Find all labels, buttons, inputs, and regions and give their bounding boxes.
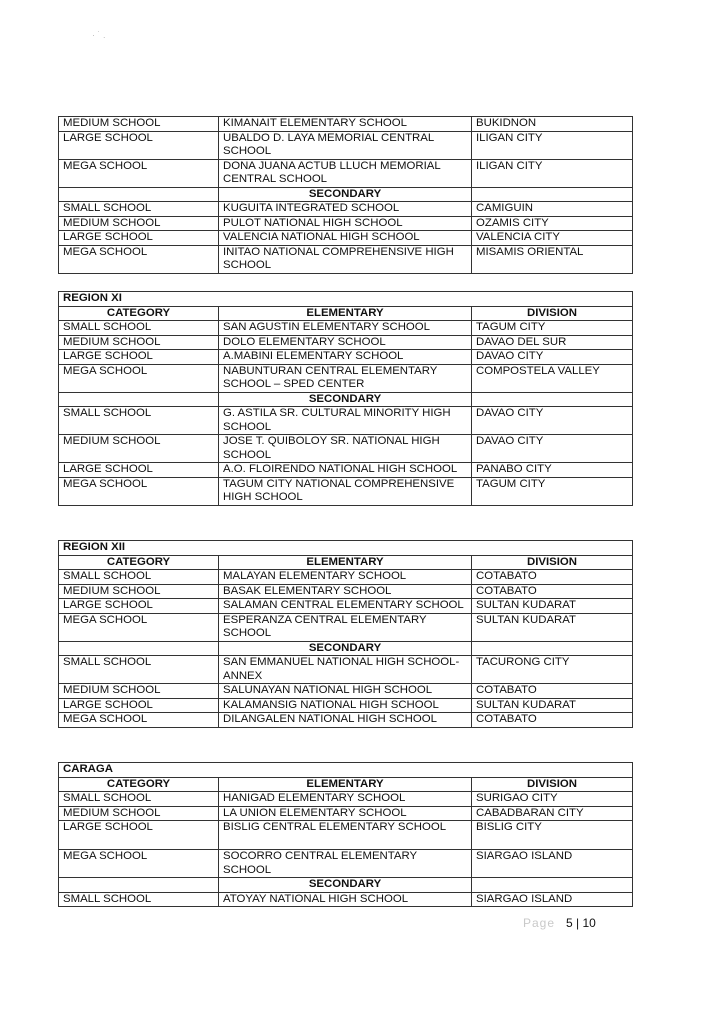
division-cell: OZAMIS CITY (472, 216, 633, 231)
category-cell: MEGA SCHOOL (59, 245, 219, 273)
division-cell: COTABATO (472, 570, 633, 585)
secondary-header-row (59, 187, 633, 202)
category-cell: MEGA SCHOOL (59, 364, 219, 392)
table-body (59, 117, 633, 274)
category-cell: SMALL SCHOOL (59, 792, 219, 807)
division-cell: SULTAN KUDARAT (472, 698, 633, 713)
category-cell: MEGA SCHOOL (59, 850, 219, 878)
table-row (59, 131, 633, 159)
division-cell: COTABATO (472, 684, 633, 699)
school-name-cell: UBALDO D. LAYA MEMORIAL CENTRAL SCHOOL (219, 131, 472, 159)
category-cell: SMALL SCHOOL (59, 202, 219, 217)
division-cell: COTABATO (472, 713, 633, 728)
division-cell: ILIGAN CITY (472, 131, 633, 159)
table-caraga (58, 762, 633, 907)
division-cell: SULTAN KUDARAT (472, 613, 633, 641)
table-row (59, 850, 633, 878)
category-cell: MEDIUM SCHOOL (59, 584, 219, 599)
school-name-cell: A.O. FLOIRENDO NATIONAL HIGH SCHOOL (219, 463, 472, 478)
header-elementary: ELEMENTARY (219, 555, 472, 570)
school-name-cell: SAN AGUSTIN ELEMENTARY SCHOOL (219, 321, 472, 336)
division-cell: BUKIDNON (472, 117, 633, 132)
table-row (59, 792, 633, 807)
table-row (59, 321, 633, 336)
table-row (59, 350, 633, 365)
region-row (59, 541, 633, 556)
table-row (59, 892, 633, 907)
secondary-label: SECONDARY (219, 392, 472, 407)
table-row (59, 684, 633, 699)
table-row (59, 599, 633, 614)
header-division: DIVISION (472, 777, 633, 792)
category-cell: LARGE SCHOOL (59, 231, 219, 246)
category-cell: SMALL SCHOOL (59, 321, 219, 336)
category-cell: MEDIUM SCHOOL (59, 216, 219, 231)
region-title: REGION XI (59, 292, 633, 307)
division-cell: BISLIG CITY (472, 821, 633, 850)
division-cell: DAVAO DEL SUR (472, 335, 633, 350)
category-cell: MEGA SCHOOL (59, 613, 219, 641)
category-cell: MEDIUM SCHOOL (59, 435, 219, 463)
school-name-cell: DILANGALEN NATIONAL HIGH SCHOOL (219, 713, 472, 728)
header-row (59, 777, 633, 792)
header-row (59, 306, 633, 321)
school-name-cell: DONA JUANA ACTUB LLUCH MEMORIAL CENTRAL SCHOOL (219, 159, 472, 187)
category-cell: MEDIUM SCHOOL (59, 806, 219, 821)
category-cell: MEGA SCHOOL (59, 159, 219, 187)
header-elementary: ELEMENTARY (219, 306, 472, 321)
category-cell: LARGE SCHOOL (59, 463, 219, 478)
category-cell: SMALL SCHOOL (59, 570, 219, 585)
division-cell: DAVAO CITY (472, 407, 633, 435)
region-row (59, 292, 633, 307)
table-row (59, 570, 633, 585)
school-name-cell: A.MABINI ELEMENTARY SCHOOL (219, 350, 472, 365)
school-name-cell: SAN EMMANUEL NATIONAL HIGH SCHOOL-ANNEX (219, 656, 472, 684)
secondary-label: SECONDARY (219, 878, 472, 893)
table-region-x-continued (58, 116, 633, 274)
table-row (59, 335, 633, 350)
division-cell: COTABATO (472, 584, 633, 599)
category-cell: SMALL SCHOOL (59, 892, 219, 907)
school-name-cell: BISLIG CENTRAL ELEMENTARY SCHOOL (219, 821, 472, 850)
category-cell: LARGE SCHOOL (59, 131, 219, 159)
secondary-header-row (59, 641, 633, 656)
school-name-cell: KALAMANSIG NATIONAL HIGH SCHOOL (219, 698, 472, 713)
table-row (59, 216, 633, 231)
category-cell: LARGE SCHOOL (59, 350, 219, 365)
school-name-cell: HANIGAD ELEMENTARY SCHOOL (219, 792, 472, 807)
table-row (59, 463, 633, 478)
table-body (59, 292, 633, 506)
category-cell: LARGE SCHOOL (59, 698, 219, 713)
blank-cell (59, 187, 219, 202)
table-row (59, 806, 633, 821)
table-row (59, 821, 633, 850)
school-name-cell: KUGUITA INTEGRATED SCHOOL (219, 202, 472, 217)
table-row (59, 435, 633, 463)
school-name-cell: SOCORRO CENTRAL ELEMENTARY SCHOOL (219, 850, 472, 878)
blank-cell (59, 641, 219, 656)
blank-cell (472, 641, 633, 656)
division-cell: CAMIGUIN (472, 202, 633, 217)
page-number-value: 5 | 10 (566, 916, 596, 930)
region-title: REGION XII (59, 541, 633, 556)
division-cell: TAGUM CITY (472, 477, 633, 505)
school-name-cell: SALUNAYAN NATIONAL HIGH SCHOOL (219, 684, 472, 699)
table-row (59, 477, 633, 505)
division-cell: PANABO CITY (472, 463, 633, 478)
division-cell: DAVAO CITY (472, 350, 633, 365)
table-row (59, 698, 633, 713)
category-cell: LARGE SCHOOL (59, 821, 219, 850)
division-cell: SULTAN KUDARAT (472, 599, 633, 614)
table-row (59, 202, 633, 217)
division-cell: SURIGAO CITY (472, 792, 633, 807)
school-name-cell: SALAMAN CENTRAL ELEMENTARY SCHOOL (219, 599, 472, 614)
division-cell: ILIGAN CITY (472, 159, 633, 187)
blank-cell (59, 878, 219, 893)
header-category: CATEGORY (59, 306, 219, 321)
school-name-cell: ATOYAY NATIONAL HIGH SCHOOL (219, 892, 472, 907)
division-cell: TAGUM CITY (472, 321, 633, 336)
category-cell: MEGA SCHOOL (59, 713, 219, 728)
division-cell: MISAMIS ORIENTAL (472, 245, 633, 273)
header-division: DIVISION (472, 555, 633, 570)
table-row (59, 656, 633, 684)
division-cell: COMPOSTELA VALLEY (472, 364, 633, 392)
table-row (59, 245, 633, 273)
table-row (59, 713, 633, 728)
table-row (59, 364, 633, 392)
category-cell: SMALL SCHOOL (59, 407, 219, 435)
school-name-cell: MALAYAN ELEMENTARY SCHOOL (219, 570, 472, 585)
division-cell: DAVAO CITY (472, 435, 633, 463)
table-row (59, 117, 633, 132)
blank-cell (472, 392, 633, 407)
secondary-header-row (59, 392, 633, 407)
school-name-cell: LA UNION ELEMENTARY SCHOOL (219, 806, 472, 821)
blank-cell (59, 392, 219, 407)
category-cell: LARGE SCHOOL (59, 599, 219, 614)
header-category: CATEGORY (59, 555, 219, 570)
header-category: CATEGORY (59, 777, 219, 792)
blank-cell (472, 878, 633, 893)
category-cell: SMALL SCHOOL (59, 656, 219, 684)
school-name-cell: G. ASTILA SR. CULTURAL MINORITY HIGH SCHOOL (219, 407, 472, 435)
table-row (59, 159, 633, 187)
category-cell: MEDIUM SCHOOL (59, 684, 219, 699)
secondary-label: SECONDARY (219, 641, 472, 656)
header-row (59, 555, 633, 570)
table-region-xi (58, 291, 633, 506)
region-row (59, 763, 633, 778)
school-name-cell: BASAK ELEMENTARY SCHOOL (219, 584, 472, 599)
header-division: DIVISION (472, 306, 633, 321)
school-name-cell: VALENCIA NATIONAL HIGH SCHOOL (219, 231, 472, 246)
division-cell: SIARGAO ISLAND (472, 850, 633, 878)
division-cell: TACURONG CITY (472, 656, 633, 684)
school-name-cell: PULOT NATIONAL HIGH SCHOOL (219, 216, 472, 231)
table-body (59, 763, 633, 907)
secondary-header-row (59, 878, 633, 893)
scan-specks: · ˙ . (92, 30, 106, 40)
table-body (59, 541, 633, 728)
table-row (59, 613, 633, 641)
school-name-cell: JOSE T. QUIBOLOY SR. NATIONAL HIGH SCHOOL (219, 435, 472, 463)
header-elementary: ELEMENTARY (219, 777, 472, 792)
division-cell: VALENCIA CITY (472, 231, 633, 246)
category-cell: MEGA SCHOOL (59, 477, 219, 505)
table-row (59, 407, 633, 435)
school-name-cell: TAGUM CITY NATIONAL COMPREHENSIVE HIGH SCHOOL (219, 477, 472, 505)
table-row (59, 584, 633, 599)
table-row (59, 231, 633, 246)
blank-cell (472, 187, 633, 202)
division-cell: SIARGAO ISLAND (472, 892, 633, 907)
school-name-cell: INITAO NATIONAL COMPREHENSIVE HIGH SCHOOL (219, 245, 472, 273)
category-cell: MEDIUM SCHOOL (59, 117, 219, 132)
school-name-cell: DOLO ELEMENTARY SCHOOL (219, 335, 472, 350)
division-cell: CABADBARAN CITY (472, 806, 633, 821)
school-name-cell: KIMANAIT ELEMENTARY SCHOOL (219, 117, 472, 132)
region-title: CARAGA (59, 763, 633, 778)
school-name-cell: NABUNTURAN CENTRAL ELEMENTARY SCHOOL – SPED CENTER (219, 364, 472, 392)
school-name-cell: ESPERANZA CENTRAL ELEMENTARY SCHOOL (219, 613, 472, 641)
page-label: Page (523, 916, 556, 930)
table-region-xii (58, 540, 633, 728)
category-cell: MEDIUM SCHOOL (59, 335, 219, 350)
secondary-label: SECONDARY (219, 187, 472, 202)
